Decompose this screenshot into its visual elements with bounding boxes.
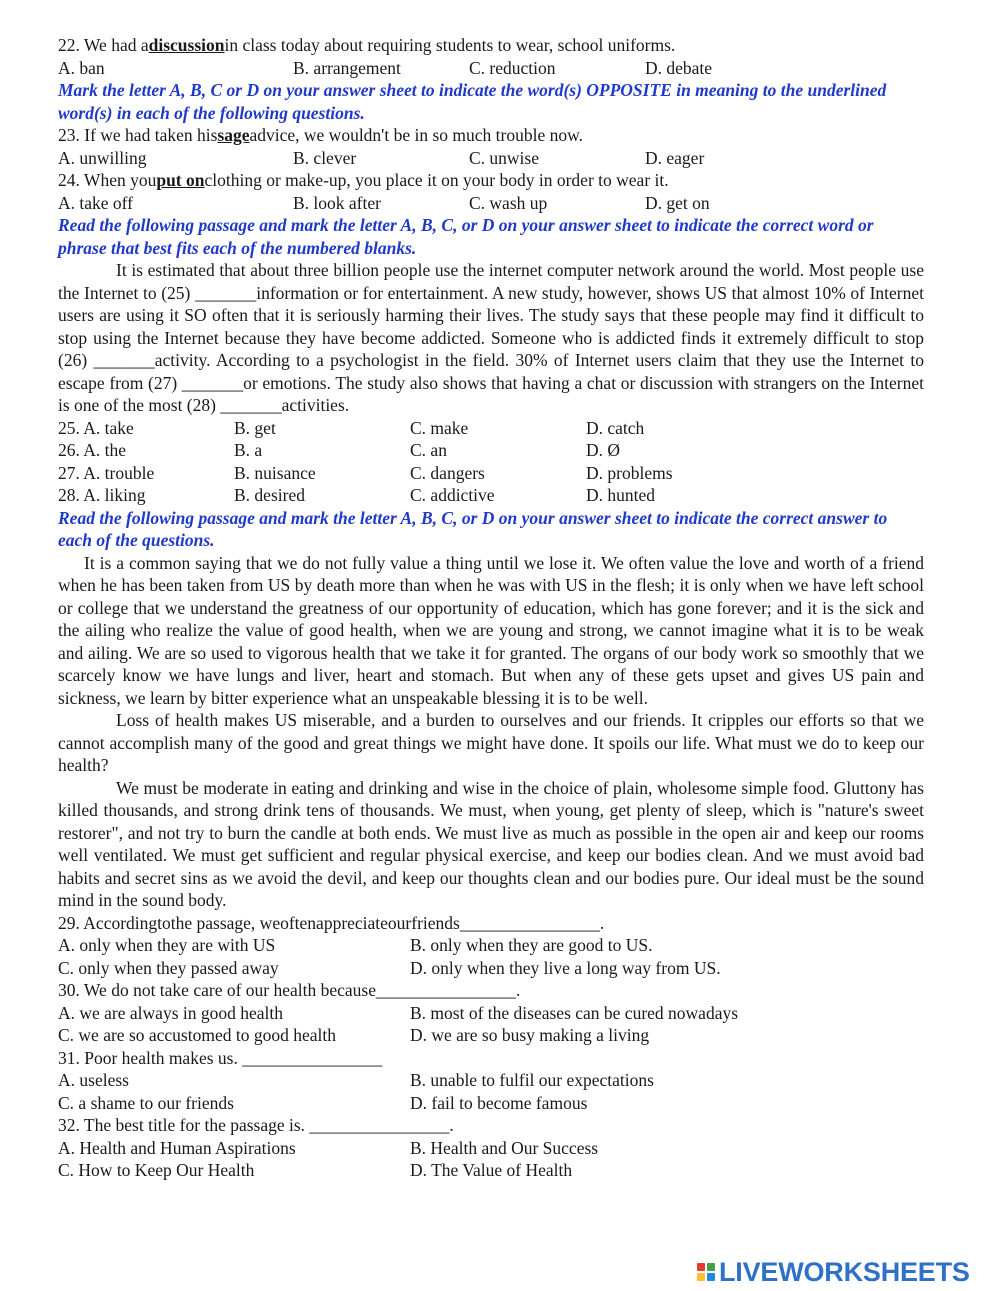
q23-option-d[interactable]: D. eager [645, 147, 705, 168]
logo-square-4 [707, 1273, 715, 1281]
passage-2-paragraph-1: It is a common saying that we do not fully value a thing until we lose it. We often value the love and worth of a friend when he has been taken from US by death more than when he was with US in the flesh; it is only when we have left school or college that we understand the greatness of our opportunity of education, which has gone forever; and it is the sick and the ailing who realize the value of good health, when we are young and strong, we cannot imagine what it is to be weak and ailing. We are so used to vigorous health that we take it for granted. The organs of our body work so smoothly that we scarcely know we have lungs and liver, heart and stomach. But when any of these gets upset and gives US pain and sickness, we learn by bitter experience what an unspeakable blessing it is to be well. [58, 552, 924, 708]
q28-option-c[interactable]: C. addictive [410, 485, 495, 505]
q29-options-row-1 [58, 934, 924, 957]
q29-option-b[interactable]: B. only when they are good to US. [410, 935, 653, 955]
q31-option-d[interactable]: D. fail to become famous [410, 1092, 588, 1113]
q32-option-a[interactable]: A. Health and Human Aspirations [58, 1137, 296, 1158]
q31-option-b[interactable]: B. unable to fulfil our expectations [410, 1070, 654, 1090]
q30-option-d[interactable]: D. we are so busy making a living [410, 1025, 650, 1045]
q27-option-d[interactable]: D. problems [586, 462, 673, 483]
q22-stem-pre: 22. We had a [58, 35, 149, 55]
q23-option-a[interactable]: A. unwilling [58, 147, 147, 168]
q30-option-a[interactable]: A. we are always in good health [58, 1002, 283, 1023]
q22-option-a[interactable]: A. ban [58, 57, 105, 78]
q29-option-a[interactable]: A. only when they are with US [58, 935, 276, 955]
passage-2-paragraph-2: Loss of health makes US miserable, and a burden to ourselves and our friends. It cripples our efforts so that we cannot accomplish many of the good and great things we might have done. It spoils our life. What must we do to keep our health? [58, 710, 924, 775]
q24-stem-post: clothing or make-up, you place it on your body in order to wear it. [204, 170, 669, 190]
q30-option-b[interactable]: B. most of the diseases can be cured nowadays [410, 1002, 739, 1023]
q30-options-row-2 [58, 1024, 924, 1047]
q25-options [58, 417, 924, 440]
passage-1: It is estimated that about three billion people use the internet computer network around the world. Most people use the Internet to (25) _______information or for entertainment. A new study, however, shows US that almost 10% of Internet users are using it SO often that it is seriously harming their lives. The study says that these people may find it difficult to stop using the Internet because they have become addicted. Someone who is addicted finds it extremely difficult to stop (26) _______activity. According to a psychologist in the field. 30% of Internet users claim that they use the Internet to escape from (27) _______or emotions. The study also shows that having a chat or discussion with strangers on the Internet is one of the most (28) _______activities. [58, 260, 924, 415]
q23-option-c[interactable]: C. unwise [469, 147, 539, 168]
logo-square-3 [697, 1273, 705, 1281]
q31-option-a[interactable]: A. useless [58, 1070, 129, 1090]
q30-stem: 30. We do not take care of our health because________________. [58, 980, 521, 1000]
q23-options [58, 147, 924, 170]
q23-underlined-word: sage [217, 125, 250, 145]
q31-options-row-1 [58, 1069, 924, 1092]
liveworksheets-brand: LIVEWORKSHEETS [719, 1256, 970, 1287]
q22-option-b[interactable]: B. arrangement [293, 57, 401, 78]
q28-option-a[interactable]: 28. A. liking [58, 485, 146, 505]
q27-option-c[interactable]: C. dangers [410, 462, 485, 483]
liveworksheets-logo[interactable] [697, 1257, 970, 1287]
q23-option-b[interactable]: B. clever [293, 147, 357, 168]
instruction-questions: Read the following passage and mark the letter A, B, C, or D on your answer sheet to indicate the correct answer to each of the questions. [58, 507, 888, 550]
q31-options-row-2 [58, 1092, 924, 1115]
q25-option-a[interactable]: 25. A. take [58, 417, 134, 438]
q24-option-c[interactable]: C. wash up [469, 192, 548, 213]
q22-stem-post: in class today about requiring students to wear, school uniforms. [224, 35, 676, 55]
q29-option-d[interactable]: D. only when they live a long way from US. [410, 957, 721, 978]
q26-options [58, 439, 924, 462]
logo-square-1 [697, 1263, 705, 1271]
q26-option-d[interactable]: D. Ø [586, 440, 621, 460]
q25-option-d[interactable]: D. catch [586, 417, 645, 438]
q32-option-b[interactable]: B. Health and Our Success [410, 1137, 599, 1158]
q24-option-d[interactable]: D. get on [645, 192, 710, 213]
q32-option-d[interactable]: D. The Value of Health [410, 1160, 573, 1180]
passage-2-paragraph-3: We must be moderate in eating and drinking and wise in the choice of plain, wholesome simple food. Gluttony has killed thousands, and strong drink tens of thousands. We must, when young, get plenty of sleep, which is "nature's sweet restorer", and not try to burn the candle at both ends. We must live as much as possible in the open air and keep our rooms well ventilated. We must get sufficient and regular physical exercise, and keep our bodies clean. And we must avoid bad habits and secret sins as we avoid the devil, and keep our thoughts clean and our bodies pure. Our ideal must be the sound mind in the sound body. [58, 777, 924, 910]
q30-option-c[interactable]: C. we are so accustomed to good health [58, 1025, 336, 1045]
q28-option-d[interactable]: D. hunted [586, 485, 656, 505]
q29-stem: 29. Accordingtothe passage, weoftenappreciateourfriends________________. [58, 912, 605, 933]
q31-option-c[interactable]: C. a shame to our friends [58, 1092, 234, 1113]
question-23 [58, 124, 924, 147]
q27-options [58, 462, 924, 485]
instruction-blanks: Read the following passage and mark the letter A, B, C, or D on your answer sheet to indicate the correct word or phrase that best fits each of the numbered blanks. [58, 215, 874, 258]
liveworksheets-mark-icon [697, 1263, 715, 1281]
q27-option-b[interactable]: B. nuisance [234, 462, 316, 483]
instruction-opposite: Mark the letter A, B, C or D on your answer sheet to indicate the word(s) OPPOSITE in meaning to the underlined word(s) in each of the following questions. [58, 80, 887, 123]
q22-options [58, 57, 924, 80]
q24-underlined-word: put on [156, 170, 205, 190]
q24-option-b[interactable]: B. look after [293, 192, 381, 213]
q25-option-c[interactable]: C. make [410, 417, 469, 438]
q24-stem-pre: 24. When you [58, 170, 157, 190]
q22-underlined-word: discussion [148, 35, 225, 55]
q23-stem-pre: 23. If we had taken his [58, 125, 218, 145]
q24-option-a[interactable]: A. take off [58, 192, 133, 213]
q28-option-b[interactable]: B. desired [234, 485, 305, 505]
q32-options-row-1 [58, 1137, 924, 1160]
q26-option-b[interactable]: B. a [234, 440, 263, 460]
q25-option-b[interactable]: B. get [234, 417, 276, 438]
q27-option-a[interactable]: 27. A. trouble [58, 462, 155, 483]
q24-options [58, 192, 924, 215]
question-24 [58, 169, 924, 192]
q29-options-row-2 [58, 957, 924, 980]
q32-option-c[interactable]: C. How to Keep Our Health [58, 1160, 255, 1180]
q23-stem-post: advice, we wouldn't be in so much trouble now. [249, 125, 583, 145]
q30-options-row-1 [58, 1002, 924, 1025]
q22-option-c[interactable]: C. reduction [469, 57, 556, 78]
q32-stem: 32. The best title for the passage is. ________________. [58, 1115, 454, 1135]
q32-options-row-2 [58, 1159, 924, 1182]
worksheet [58, 34, 924, 1182]
q26-option-a[interactable]: 26. A. the [58, 440, 127, 460]
q22-option-d[interactable]: D. debate [645, 57, 713, 78]
q31-stem: 31. Poor health makes us. ________________ [58, 1047, 383, 1068]
logo-square-2 [707, 1263, 715, 1271]
q26-option-c[interactable]: C. an [410, 440, 447, 460]
question-22 [58, 34, 924, 57]
q29-option-c[interactable]: C. only when they passed away [58, 957, 279, 978]
q28-options [58, 484, 924, 507]
